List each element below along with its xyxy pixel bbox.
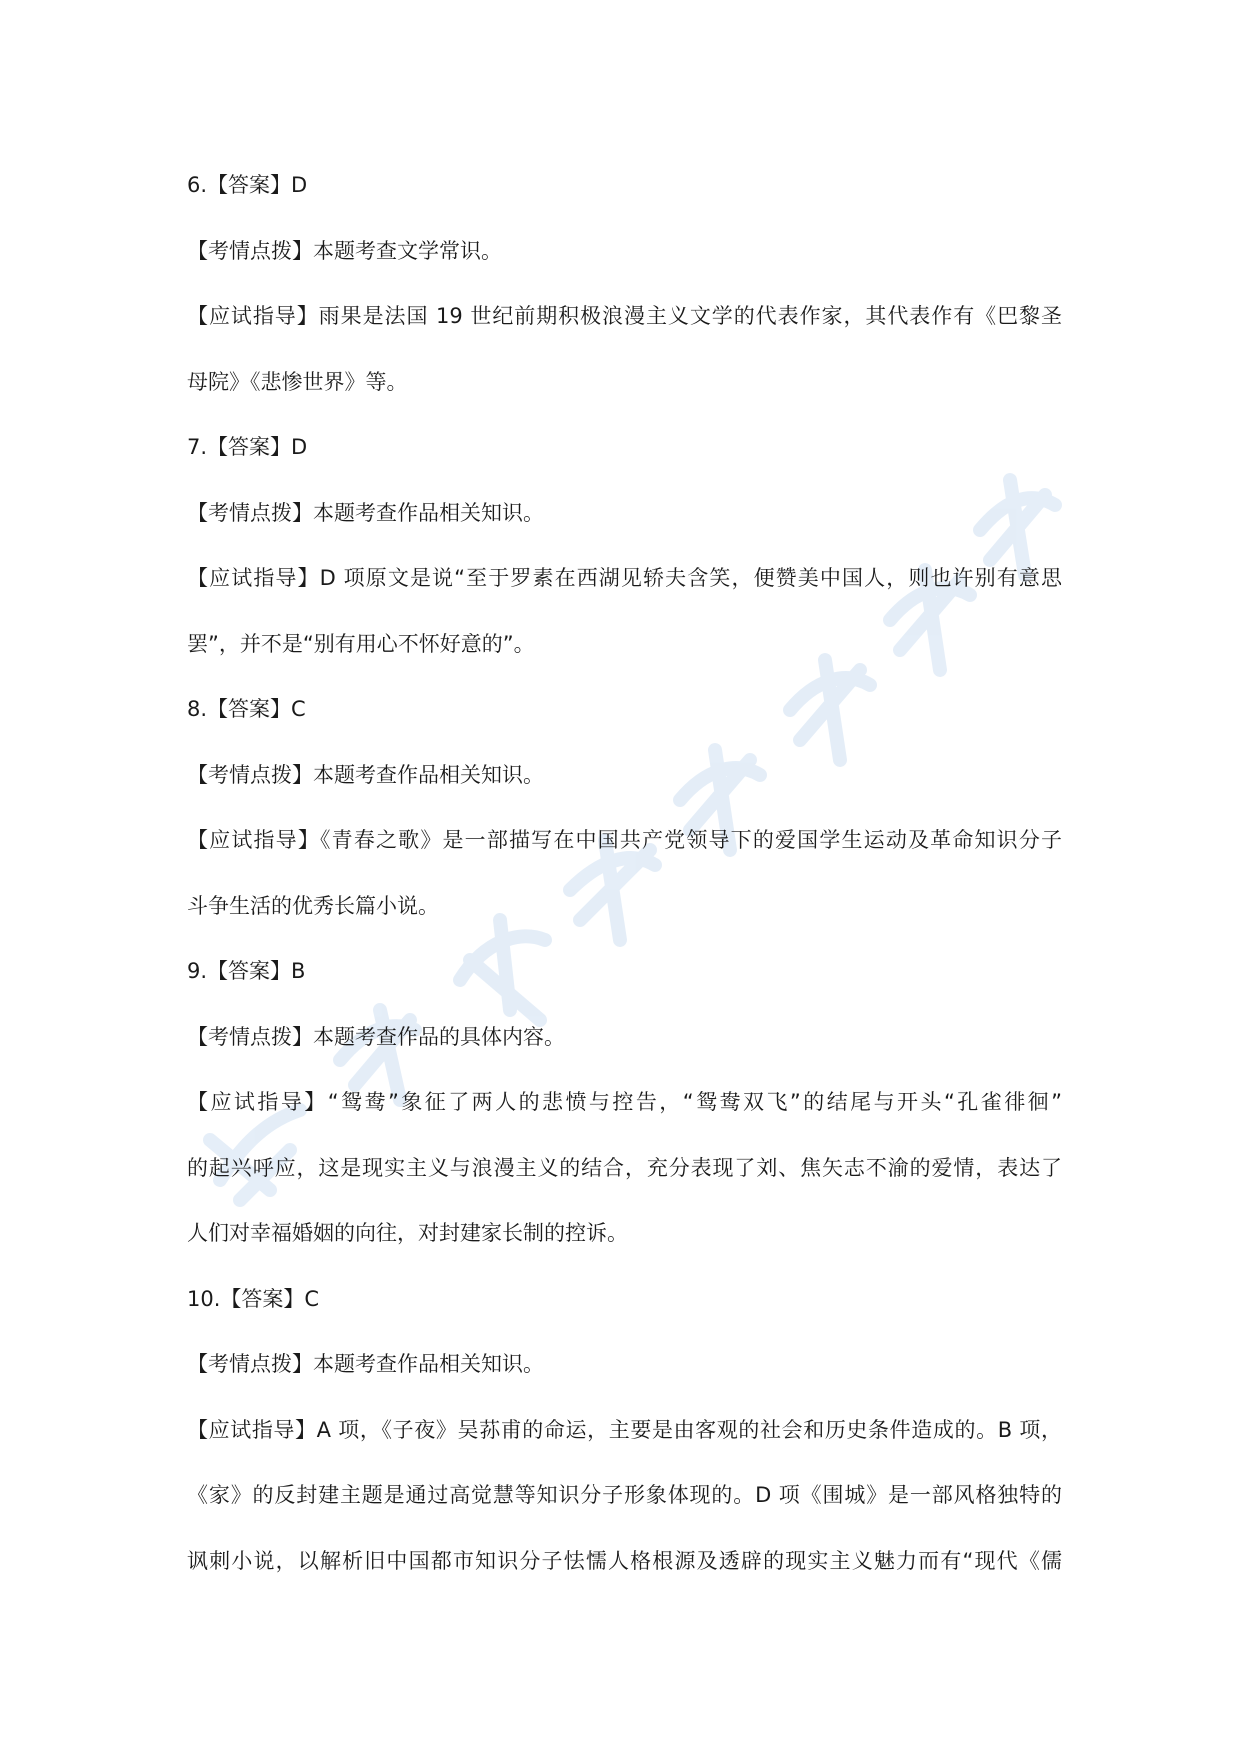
guidance-q8-line1: 【应试指导】《青春之歌》是一部描写在中国共产党领导下的爱国学生运动及革命知识分子	[187, 828, 1062, 852]
exam-point-q7: 【考情点拨】本题考查作品相关知识。	[187, 500, 544, 525]
answer-heading-q9: 9.【答案】B	[187, 959, 306, 983]
guidance-q10-line1: 【应试指导】A 项，《子夜》吴荪甫的命运，主要是由客观的社会和历史条件造成的。B 项，	[187, 1417, 1062, 1442]
guidance-q10-line3: 讽刺小说，以解析旧中国都市知识分子怯懦人格根源及透辟的现实主义魅力而有“现代《儒	[187, 1548, 1062, 1573]
guidance-q9-line2: 的起兴呼应，这是现实主义与浪漫主义的结合，充分表现了刘、焦矢志不渝的爱情，表达了	[187, 1155, 1062, 1180]
guidance-q10-line2: 《家》的反封建主题是通过高觉慧等知识分子形象体现的。D 项《围城》是一部风格独特的	[187, 1483, 1062, 1507]
answer-heading-q10: 10.【答案】C	[187, 1286, 320, 1311]
guidance-q7-line1: 【应试指导】D 项原文是说“至于罗素在西湖见轿夫含笑，便赞美中国人，则也许别有意思	[187, 566, 1062, 590]
answer-heading-q6: 6.【答案】D	[187, 173, 308, 197]
guidance-q6-line1: 【应试指导】雨果是法国 19 世纪前期积极浪漫主义文学的代表作家，其代表作有《巴黎圣	[187, 304, 1062, 328]
answer-heading-q7: 7.【答案】D	[187, 435, 308, 459]
guidance-q9-line1: 【应试指导】“鸳鸯”象征了两人的悲愤与控告，“鸳鸯双飞”的结尾与开头“孔雀徘徊”	[187, 1090, 1062, 1114]
exam-point-q9: 【考情点拨】本题考查作品的具体内容。	[187, 1024, 565, 1049]
guidance-q9-line3: 人们对幸福婚姻的向往，对封建家长制的控诉。	[187, 1221, 628, 1245]
answer-text-block	[187, 165, 1062, 1606]
exam-point-q6: 【考情点拨】本题考查文学常识。	[187, 238, 502, 263]
guidance-q8-line2: 斗争生活的优秀长篇小说。	[187, 893, 439, 918]
guidance-q7-line2: 罢”，并不是“别有用心不怀好意的”。	[187, 631, 535, 656]
answer-heading-q8: 8.【答案】C	[187, 697, 306, 721]
exam-point-q8: 【考情点拨】本题考查作品相关知识。	[187, 762, 544, 787]
exam-point-q10: 【考情点拨】本题考查作品相关知识。	[187, 1352, 544, 1376]
guidance-q6-line2: 母院》《悲惨世界》等。	[187, 369, 408, 394]
